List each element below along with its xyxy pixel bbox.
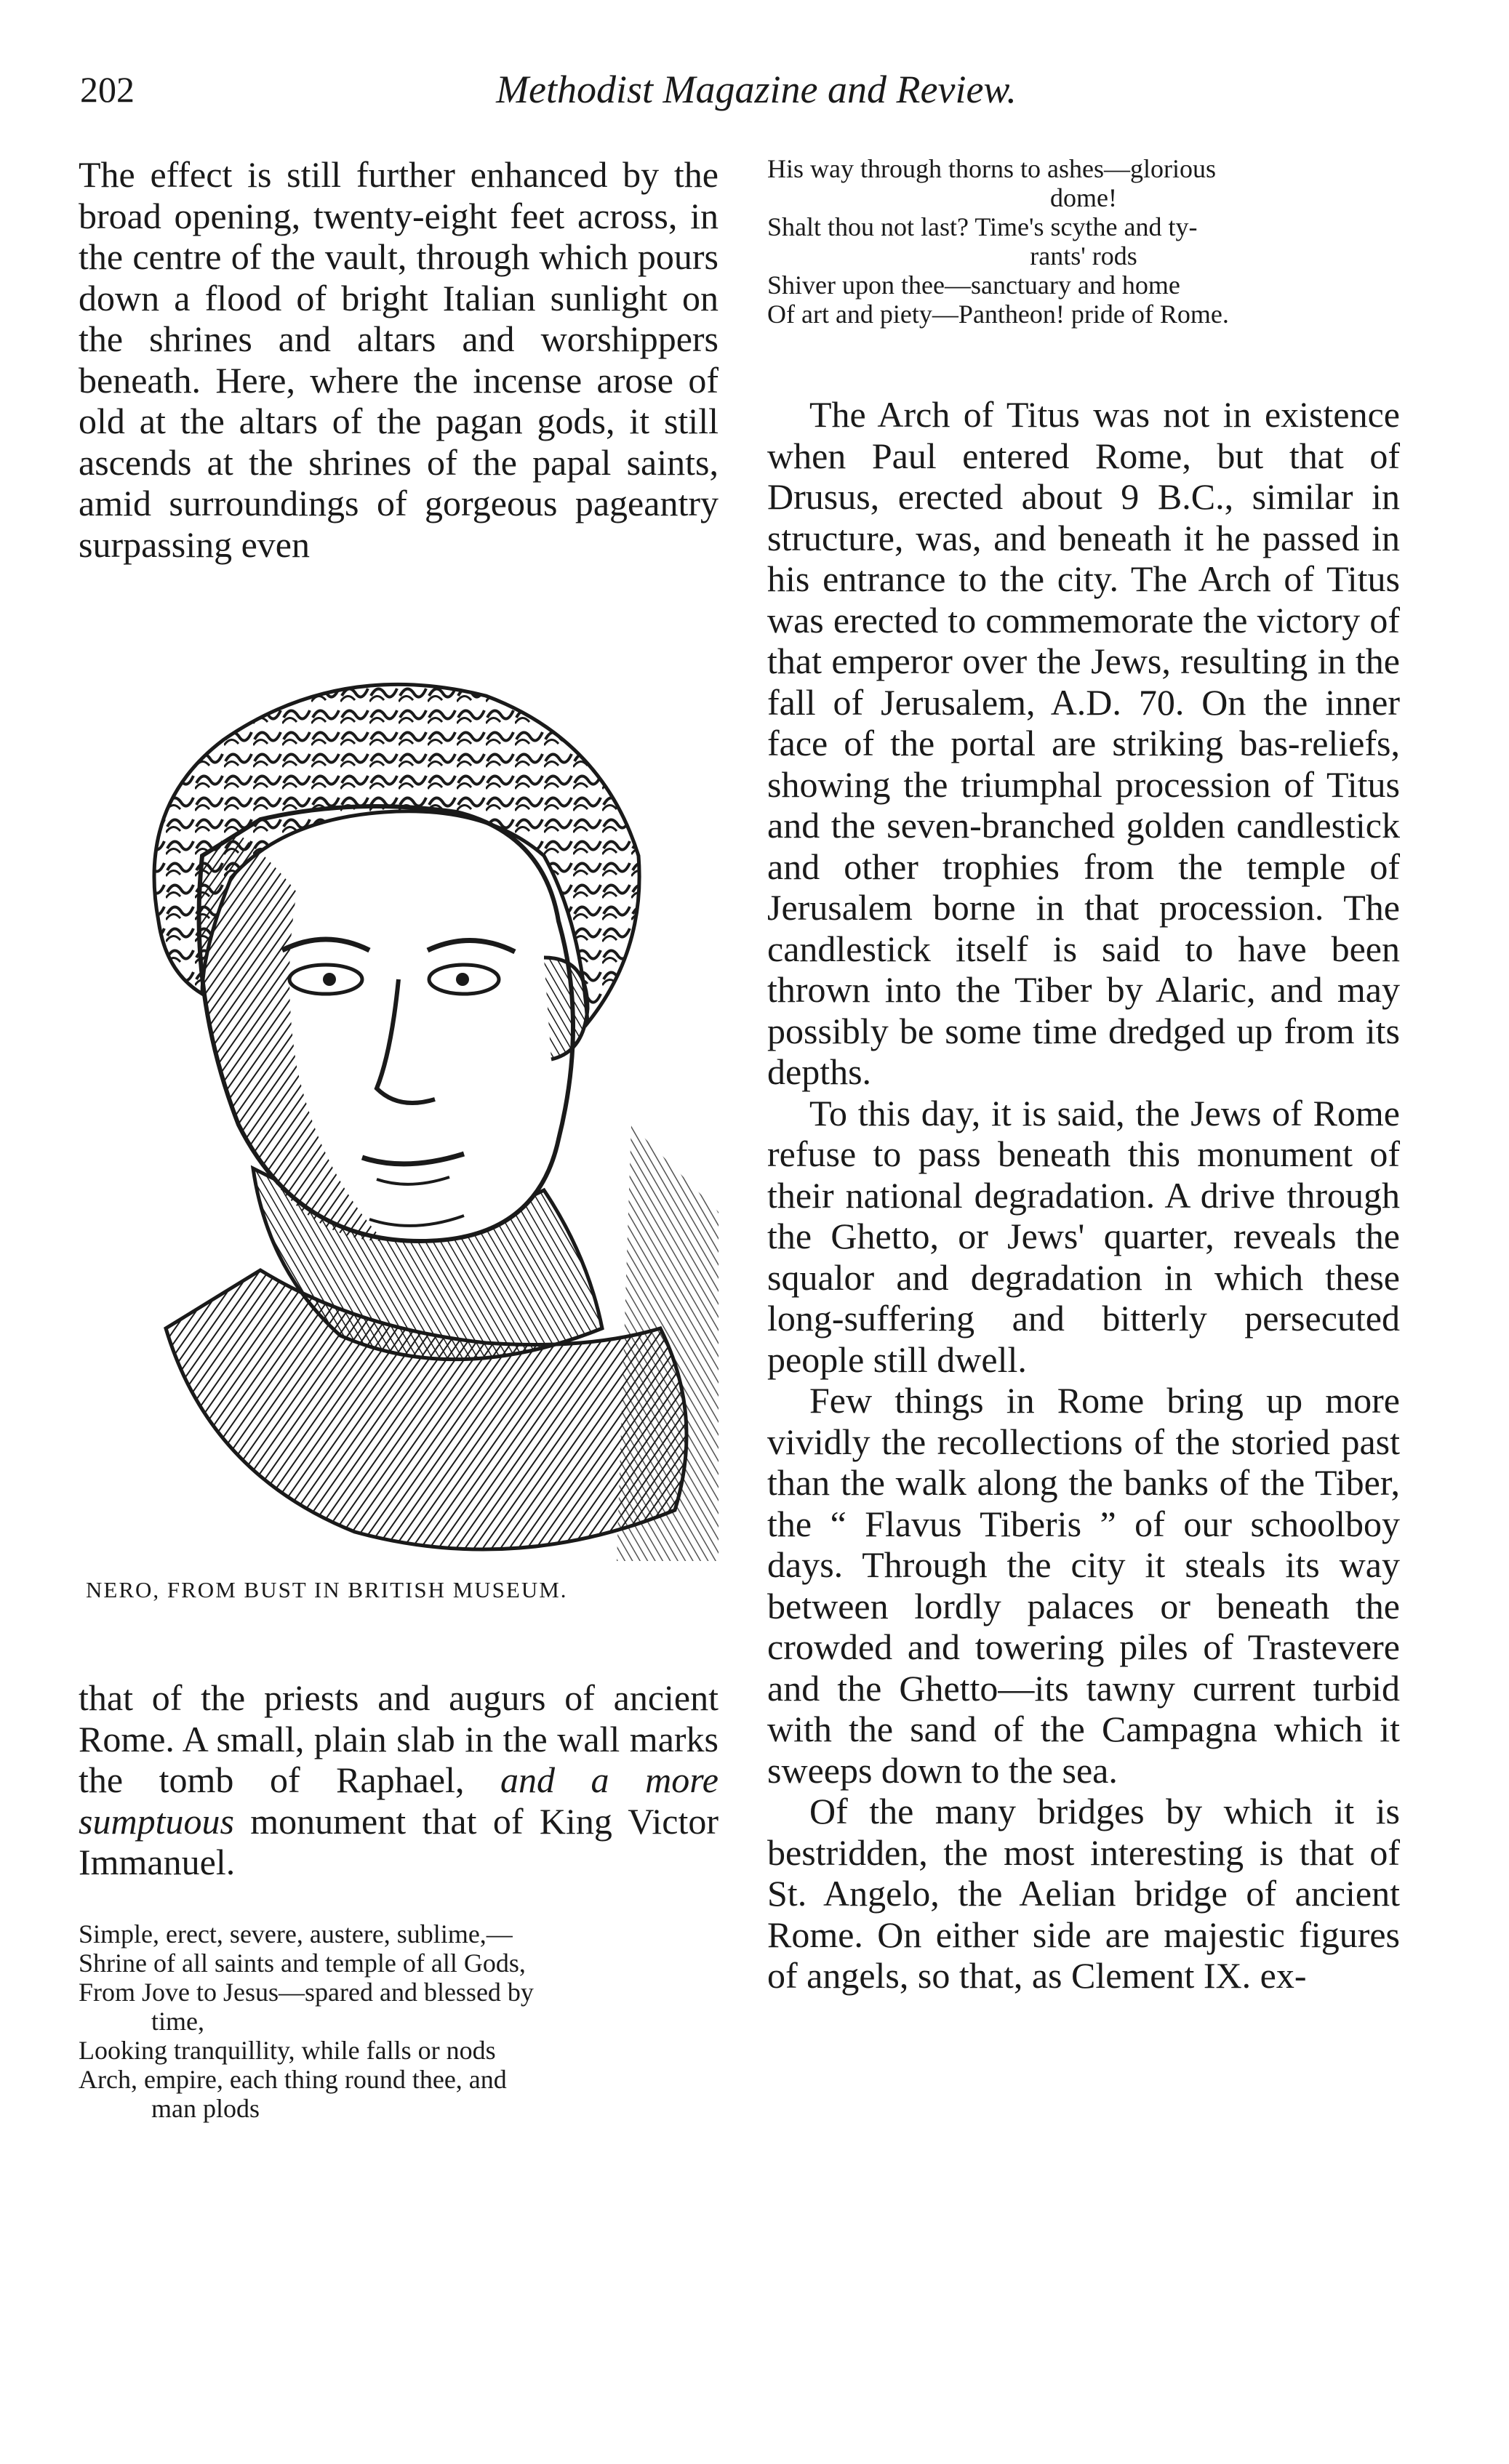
paragraph-raphael-part2: monument that of King Victor Immanuel. (79, 1800, 719, 1882)
poem-pantheon-left (79, 1919, 719, 2123)
left-column (79, 154, 719, 2123)
poem-line: time, (151, 2006, 204, 2036)
figure-nero-bust (79, 616, 719, 1626)
paragraph-raphael-tomb (79, 1677, 719, 1883)
right-column (767, 154, 1400, 1997)
poem-line: Shalt thou not last? Time's scythe and ty- (767, 212, 1198, 241)
poem-line: Shrine of all saints and temple of all Gods, (79, 1948, 526, 1978)
poem-line: Shiver upon thee—sanctuary and home (767, 270, 1180, 300)
poem-line: dome! (1050, 183, 1117, 212)
poem-line: rants' rods (1030, 241, 1137, 270)
poem-line: His way through thorns to ashes—glorious (767, 154, 1216, 183)
poem-pantheon-right (767, 154, 1400, 329)
paragraph-arch-of-titus: The Arch of Titus was not in existence when Paul entered Rome, but that of Drusus, erected about 9 B.C., similar in structure, was, and beneath it he passed in his entrance to the city. The Arch of Titus was erected to commemorate the victory of that emperor over the Jews, resulting in the fall of Jerusalem, A.D. 70. On the inner face of the portal are striking bas-reliefs, showing the triumphal procession of Titus and the seven-branched golden candlestick and other trophies from the temple of Jerusalem borne in that procession. The candlestick itself is said to have been thrown into the Tiber by Alaric, and may possibly be some time dredged up from its depths. (767, 394, 1400, 1092)
poem-line: Of art and piety—Pantheon! pride of Rome. (767, 300, 1229, 329)
paragraph-bridges: Of the many bridges by which it is bestridden, the most interesting is that of St. Angelo, the Aelian bridge of ancient Rome. On either side are majestic figures of angels, so that, as Clement IX. ex- (767, 1791, 1400, 1996)
poem-line: Looking tranquillity, while falls or nods (79, 2035, 496, 2065)
poem-line: From Jove to Jesus—spared and blessed by (79, 1977, 534, 2007)
figure-caption: NERO, FROM BUST IN BRITISH MUSEUM. (86, 1577, 568, 1602)
paragraph-tiber: Few things in Rome bring up more vividly the recollections of the storied past than the walk along the banks of the Tiber, the “ Flavus Tiberis ” of our schoolboy days. Through the city it steals its way between lordly palaces or beneath the crowded and towering piles of Trastevere and the Ghetto—its tawny current turbid with the sand of the Campagna which it sweeps down to the sea. (767, 1380, 1400, 1791)
paragraph-raphael-part1: that of the priests and augurs of ancient Rome. A small, plain slab in the wall marks the tomb of Raphael, (79, 1677, 719, 1800)
poem-line: Simple, erect, severe, austere, sublime,— (79, 1919, 513, 1949)
paragraph-raphael-italic: and a more sumptuous (79, 1759, 719, 1842)
magazine-title: Methodist Magazine and Review. (496, 68, 1017, 111)
page-number: 202 (80, 69, 135, 110)
paragraph-pantheon-light: The effect is still further enhanced by the broad opening, twenty-eight feet across, in the centre of the vault, through which pours down a flood of bright Italian sunlight on the shrines and altars and worshippers beneath. Here, where the incense arose of old at the altars of the pagan gods, it still ascends at the shrines of the papal saints, amid surroundings of gorgeous pageantry surpassing even (79, 154, 719, 565)
nero-bust-engraving (79, 616, 719, 1561)
running-head (80, 64, 1433, 115)
poem-line: man plods (151, 2093, 260, 2123)
paragraph-jews-of-rome: To this day, it is said, the Jews of Rome refuse to pass beneath this monument of their national degradation. A drive through the Ghetto, or Jews' quarter, reveals the squalor and degradation in which these long-suffering and bitterly persecuted people still dwell. (767, 1092, 1400, 1380)
poem-line: Arch, empire, each thing round thee, and (79, 2064, 507, 2094)
